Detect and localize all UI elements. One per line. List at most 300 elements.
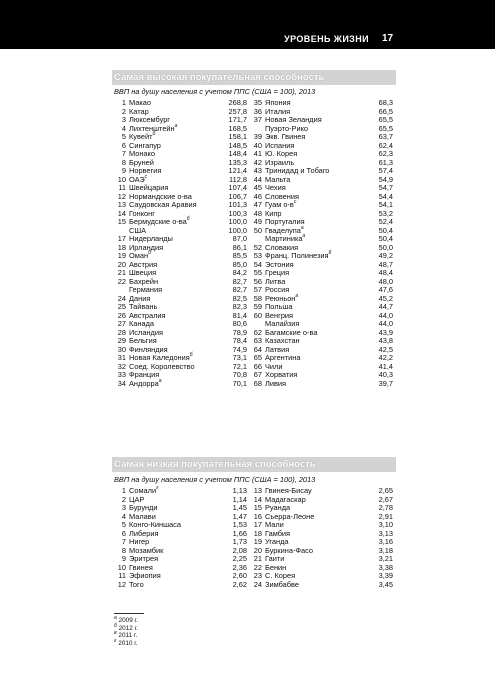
- rank: 58: [253, 293, 262, 303]
- value: 1,47: [232, 511, 247, 521]
- value: 3,45: [378, 579, 393, 589]
- rank: 44: [253, 174, 262, 184]
- country-name: [265, 380, 286, 389]
- country-label: Мали: [265, 520, 284, 529]
- country-label: Франция: [129, 370, 160, 379]
- rank: 26: [117, 310, 126, 320]
- value: 100,0: [228, 217, 247, 226]
- country-label: Чехия: [265, 183, 286, 192]
- value: 3,21: [378, 554, 393, 563]
- footnote-text: 2009 г.: [118, 617, 138, 624]
- footnote-mark: a: [158, 377, 162, 384]
- country-label: Малави: [129, 511, 156, 521]
- country-label: Россия: [265, 285, 290, 294]
- value: 54,7: [378, 183, 393, 192]
- rank: 42: [253, 157, 262, 167]
- country-label: Гуам о-в: [265, 200, 294, 209]
- value: 42,5: [378, 344, 393, 354]
- country-label: Нидерланды: [129, 234, 173, 243]
- value: 87,0: [232, 234, 247, 243]
- rank: 22: [117, 276, 126, 286]
- country-label: Испания: [265, 140, 295, 150]
- country-label: Германия: [129, 285, 163, 294]
- rank: 53: [253, 251, 262, 260]
- country-label: Реюньон: [265, 293, 296, 303]
- country-label: Мадагаскар: [265, 494, 306, 504]
- footnote-mark: в: [114, 630, 117, 637]
- value: 85,0: [232, 259, 247, 269]
- rank: 3: [121, 503, 126, 512]
- table-row: [250, 581, 393, 590]
- table-highest-right: [250, 99, 393, 388]
- country-label: Чили: [265, 361, 283, 371]
- country-label: ОАЭ: [129, 174, 145, 184]
- footnote-mark: a: [174, 122, 178, 129]
- country-label: Кипр: [265, 208, 282, 218]
- rank: 60: [253, 310, 262, 320]
- value: 62,3: [378, 149, 393, 158]
- country-label: Уганда: [265, 537, 289, 546]
- value: 48,7: [378, 259, 393, 269]
- country-label: Новая Каледония: [129, 353, 190, 362]
- value: 2,25: [232, 554, 247, 563]
- footnote-mark: a: [114, 614, 117, 621]
- value: 65,5: [378, 115, 393, 124]
- country-label: Катар: [129, 106, 149, 116]
- value: 70,8: [232, 370, 247, 379]
- rank: 4: [121, 123, 126, 133]
- rank: 36: [253, 106, 262, 116]
- country-label: Ирландия: [129, 242, 164, 252]
- table-row: [250, 380, 393, 389]
- value: 106,7: [228, 191, 247, 201]
- value: 81,4: [232, 310, 247, 320]
- country-label: С. Корея: [265, 571, 296, 580]
- rank: 3: [121, 115, 126, 124]
- value: 1,14: [232, 494, 247, 504]
- rank: 21: [253, 554, 262, 563]
- rank: 4: [121, 511, 126, 521]
- rank: 10: [117, 562, 126, 572]
- country-label: Сомали: [129, 486, 157, 495]
- country-label: Мозамбик: [129, 545, 164, 555]
- country-label: Бурунди: [129, 503, 158, 512]
- country-label: Словакия: [265, 242, 299, 252]
- country-label: Андорра: [129, 378, 159, 388]
- value: 1,45: [232, 503, 247, 512]
- rank: 59: [253, 302, 262, 311]
- country-label: Канада: [129, 319, 155, 328]
- country-label: Италия: [265, 106, 291, 116]
- footnote-mark: б: [189, 352, 193, 359]
- country-label: Соед. Королевство: [129, 361, 195, 371]
- country-label: ЦАР: [129, 494, 145, 504]
- value: 45,2: [378, 293, 393, 303]
- rank: 68: [253, 378, 262, 388]
- footnote-mark: б: [186, 216, 190, 223]
- country-label: Малайзия: [265, 319, 300, 328]
- rank: 52: [253, 242, 262, 252]
- rank: 24: [117, 293, 126, 303]
- rank: 7: [121, 149, 126, 158]
- footnote-text: 2012 г.: [118, 624, 138, 632]
- value: 3,39: [378, 571, 393, 580]
- table-lowest-right: [250, 487, 393, 589]
- value: 44,0: [378, 319, 393, 328]
- value: 168,5: [228, 123, 247, 133]
- section-title-highest: Самая высокая покупательная способность: [112, 70, 396, 85]
- footnotes: [114, 614, 138, 647]
- rank: 6: [121, 528, 126, 538]
- country-label: Конго-Киншаса: [129, 520, 181, 529]
- value: 107,4: [228, 183, 247, 192]
- country-label: Гваделупа: [265, 225, 301, 235]
- country-label: Либерия: [129, 528, 159, 538]
- country-label: Сингапур: [129, 140, 161, 150]
- value: 158,1: [228, 132, 247, 141]
- country-label: Сьерра-Леоне: [265, 511, 315, 521]
- country-label: Бахрейн: [129, 276, 159, 286]
- country-label: Экв. Гвинея: [265, 132, 306, 141]
- table-row: [114, 377, 247, 389]
- value: 57,4: [378, 166, 393, 175]
- value: 101,3: [228, 200, 247, 209]
- footnote: [114, 632, 138, 640]
- rank: 31: [117, 353, 126, 362]
- value: 42,2: [378, 353, 393, 362]
- rank: 11: [118, 571, 126, 580]
- value: 54,9: [378, 174, 393, 184]
- country-label: Мартиника: [265, 234, 303, 243]
- rank: 29: [117, 336, 126, 345]
- rank: 19: [253, 537, 262, 546]
- rank: 17: [253, 520, 262, 529]
- country-label: Тайвань: [129, 302, 158, 311]
- value: 43,9: [378, 327, 393, 337]
- country-label: Кувейт: [129, 132, 153, 141]
- country-label: Того: [129, 579, 144, 589]
- footnote-mark: a: [302, 233, 306, 240]
- country-label: Зимбабве: [265, 579, 299, 589]
- rank: 28: [117, 327, 126, 337]
- table-highest-left: [114, 99, 247, 388]
- rank: 45: [253, 183, 262, 192]
- country-label: Оман: [129, 251, 149, 260]
- rank: 9: [121, 166, 126, 175]
- country-name: [129, 377, 162, 389]
- value: 121,4: [228, 166, 247, 175]
- country-label: Казахстан: [265, 336, 300, 345]
- country-name: [265, 581, 299, 590]
- country-label: Израиль: [265, 157, 295, 167]
- value: 44,0: [378, 310, 393, 320]
- rank: 34: [117, 378, 126, 388]
- country-label: Саудовская Аравия: [129, 200, 197, 209]
- rank: 10: [117, 174, 126, 184]
- country-label: Эфиопия: [129, 571, 161, 580]
- country-label: Багамские о-ва: [265, 327, 318, 337]
- rank: 11: [118, 183, 126, 192]
- footnote-mark: г: [114, 637, 117, 644]
- value: 2,08: [232, 545, 247, 555]
- value: 135,3: [228, 157, 247, 167]
- rank: 13: [253, 486, 262, 495]
- rank: 64: [253, 344, 262, 354]
- section-title-lowest: Самая низкая покупательная способность: [112, 457, 396, 472]
- value: 3,10: [378, 520, 393, 529]
- country-label: Нормандские о-ва: [129, 191, 192, 201]
- rank: 43: [253, 166, 262, 175]
- country-label: Лихтенштейн: [129, 123, 175, 133]
- section-subtitle-lowest: ВВП на душу населения с учетом ППС (США = 100), 2013: [114, 475, 316, 484]
- footnote: [114, 637, 138, 648]
- country-label: Норвегия: [129, 166, 162, 175]
- country-label: Аргентина: [265, 353, 301, 362]
- value: 70,1: [232, 378, 247, 388]
- rank: 25: [117, 302, 126, 311]
- country-label: Греция: [265, 268, 290, 277]
- value: 100,3: [228, 208, 247, 218]
- footnote-mark: с: [144, 173, 148, 180]
- value: 49,2: [378, 251, 393, 260]
- rank: 49: [253, 217, 262, 226]
- value: 66,5: [378, 106, 393, 116]
- footnote-mark: б: [328, 250, 332, 257]
- value: 1,73: [232, 537, 247, 546]
- value: 80,6: [232, 319, 247, 328]
- footnote-mark: г: [156, 485, 159, 492]
- value: 47,6: [378, 285, 393, 294]
- value: 84,2: [232, 268, 247, 277]
- value: 50,0: [378, 242, 393, 252]
- value: 48,0: [378, 276, 393, 286]
- rank: 57: [253, 285, 262, 294]
- country-label: Люксембург: [129, 115, 171, 124]
- country-label: Эритрея: [129, 554, 159, 563]
- country-label: Франц. Полинезия: [265, 251, 329, 260]
- value: 53,2: [378, 208, 393, 218]
- country-name: [129, 581, 144, 590]
- rank: 55: [253, 268, 262, 277]
- country-label: Макао: [129, 98, 151, 107]
- value: 62,4: [378, 140, 393, 150]
- rank: 41: [253, 149, 262, 158]
- footnote-mark: с: [293, 199, 297, 206]
- value: 50,4: [378, 234, 393, 243]
- country-label: Гвинея: [129, 562, 153, 572]
- running-title: УРОВЕНЬ ЖИЗНИ: [284, 34, 369, 44]
- value: 82,3: [232, 302, 247, 311]
- country-label: Бенин: [265, 562, 287, 572]
- value: 1,66: [232, 528, 247, 538]
- value: 72,1: [232, 361, 247, 371]
- country-label: Бельгия: [129, 336, 157, 345]
- rank: 15: [117, 217, 126, 226]
- value: 82,5: [232, 293, 247, 303]
- footnote-divider: [114, 613, 144, 614]
- value: 65,5: [378, 123, 393, 133]
- value: 82,7: [232, 285, 247, 294]
- rank: 14: [117, 208, 126, 218]
- value: 86,1: [232, 242, 247, 252]
- country-label: Австрия: [129, 259, 158, 269]
- rank: 20: [253, 545, 262, 555]
- rank: 16: [253, 511, 262, 521]
- rank: 12: [117, 191, 126, 201]
- country-label: Швейцария: [129, 183, 169, 192]
- rank: 1: [121, 486, 126, 495]
- value: 68,3: [378, 98, 393, 107]
- table-lowest-left: [114, 487, 247, 589]
- value: 3,16: [378, 537, 393, 546]
- rank: 19: [117, 251, 126, 260]
- value: 41,4: [378, 361, 393, 371]
- value: 85,5: [232, 251, 247, 260]
- value: 268,8: [228, 98, 247, 107]
- rank: 40: [253, 140, 262, 150]
- rank: 6: [121, 140, 126, 150]
- country-label: Гамбия: [265, 528, 291, 538]
- rank: 33: [117, 370, 126, 379]
- country-label: Литва: [265, 276, 286, 286]
- country-label: Мальта: [265, 174, 291, 184]
- value: 50,4: [378, 225, 393, 235]
- country-label: Тринидад и Тобаго: [265, 166, 330, 175]
- value: 73,1: [232, 353, 247, 362]
- country-label: Бермудские о-ва: [129, 217, 187, 226]
- rank: 9: [121, 554, 126, 563]
- country-label: Гвинея-Бисау: [265, 486, 312, 495]
- rank: 5: [121, 132, 126, 141]
- rank: 63: [253, 336, 262, 345]
- rank: 56: [253, 276, 262, 286]
- rank: 35: [253, 98, 262, 107]
- rank: 48: [253, 208, 262, 218]
- value: 44,7: [378, 302, 393, 311]
- value: 74,9: [232, 344, 247, 354]
- rank: 2: [121, 106, 126, 116]
- rank: 67: [253, 370, 262, 379]
- rank: 46: [253, 191, 262, 201]
- rank: 15: [253, 503, 262, 512]
- country-label: Новая Зеландия: [265, 115, 322, 124]
- country-label: Венгрия: [265, 310, 294, 320]
- rank: 62: [253, 327, 262, 337]
- value: 78,9: [232, 327, 247, 337]
- rank: 27: [117, 319, 126, 328]
- rank: 30: [117, 344, 126, 354]
- rank: 14: [253, 494, 262, 504]
- country-label: Дания: [129, 293, 151, 303]
- country-label: Пуэрто-Рико: [265, 123, 309, 133]
- value: 39,7: [378, 378, 393, 388]
- value: 2,36: [232, 562, 247, 572]
- value: 63,7: [378, 132, 393, 141]
- country-label: Хорватия: [265, 370, 298, 379]
- value: 48,4: [378, 268, 393, 277]
- value: 1,13: [232, 486, 247, 495]
- rank: 32: [117, 361, 126, 371]
- page-header: [0, 0, 495, 49]
- value: 148,5: [228, 140, 247, 150]
- country-label: Нигер: [129, 537, 150, 546]
- rank: 8: [121, 157, 126, 167]
- footnote-text: 2010 г.: [118, 639, 138, 647]
- value: 2,62: [232, 579, 247, 589]
- footnote-text: 2011 г.: [118, 632, 138, 640]
- rank: 47: [253, 200, 262, 209]
- footnote-mark: б: [148, 250, 151, 257]
- country-label: Латвия: [265, 344, 290, 354]
- country-label: Буркина-Фасо: [265, 545, 314, 555]
- rank: 50: [253, 225, 262, 235]
- rank: 13: [117, 200, 126, 209]
- rank: 2: [121, 494, 126, 504]
- value: 112,8: [229, 174, 247, 184]
- value: 82,7: [232, 276, 247, 286]
- country-label: Эстония: [265, 259, 294, 269]
- rank: 17: [117, 234, 126, 243]
- country-label: Гонконг: [129, 208, 155, 218]
- value: 2,91: [378, 511, 393, 521]
- rank: 1: [121, 98, 126, 107]
- value: 100,0: [228, 225, 247, 235]
- table-row: [114, 581, 247, 590]
- value: 2,67: [378, 494, 393, 504]
- rank: 54: [253, 259, 262, 269]
- country-label: США: [129, 225, 147, 235]
- rank: 21: [117, 268, 126, 277]
- value: 3,18: [378, 545, 393, 555]
- section-subtitle-highest: ВВП на душу населения с учетом ППС (США = 100), 2013: [114, 87, 316, 96]
- footnote-mark: a: [295, 292, 299, 299]
- value: 3,13: [378, 528, 393, 538]
- country-label: Бруней: [129, 157, 154, 167]
- value: 171,7: [228, 115, 247, 124]
- country-label: Ливия: [265, 378, 287, 388]
- page-number: 17: [382, 33, 394, 44]
- country-label: Исландия: [129, 327, 163, 337]
- country-label: Япония: [265, 98, 291, 107]
- footnote: [114, 614, 138, 625]
- value: 54,1: [378, 200, 393, 209]
- rank: 65: [253, 353, 262, 362]
- value: 3,38: [378, 562, 393, 572]
- value: 2,65: [378, 486, 393, 495]
- rank: 24: [253, 579, 262, 589]
- country-label: Руанда: [265, 503, 291, 512]
- rank: 8: [121, 545, 126, 555]
- rank: 22: [253, 562, 262, 572]
- rank: 20: [117, 259, 126, 269]
- value: 78,4: [232, 336, 247, 345]
- rank: 12: [117, 579, 126, 589]
- country-label: Швеция: [129, 268, 157, 277]
- rank: 7: [121, 537, 126, 546]
- value: 52,4: [378, 217, 393, 226]
- value: 54,4: [378, 191, 393, 201]
- rank: 37: [253, 115, 262, 124]
- country-label: Монако: [129, 149, 155, 158]
- country-label: Финляндия: [129, 344, 168, 354]
- value: 2,60: [232, 571, 247, 580]
- country-label: Португалия: [265, 217, 305, 226]
- rank: 39: [253, 132, 262, 141]
- footnote-mark: a: [300, 224, 304, 231]
- value: 1,53: [232, 520, 247, 529]
- rank: 5: [121, 520, 126, 529]
- rank: 66: [253, 361, 262, 371]
